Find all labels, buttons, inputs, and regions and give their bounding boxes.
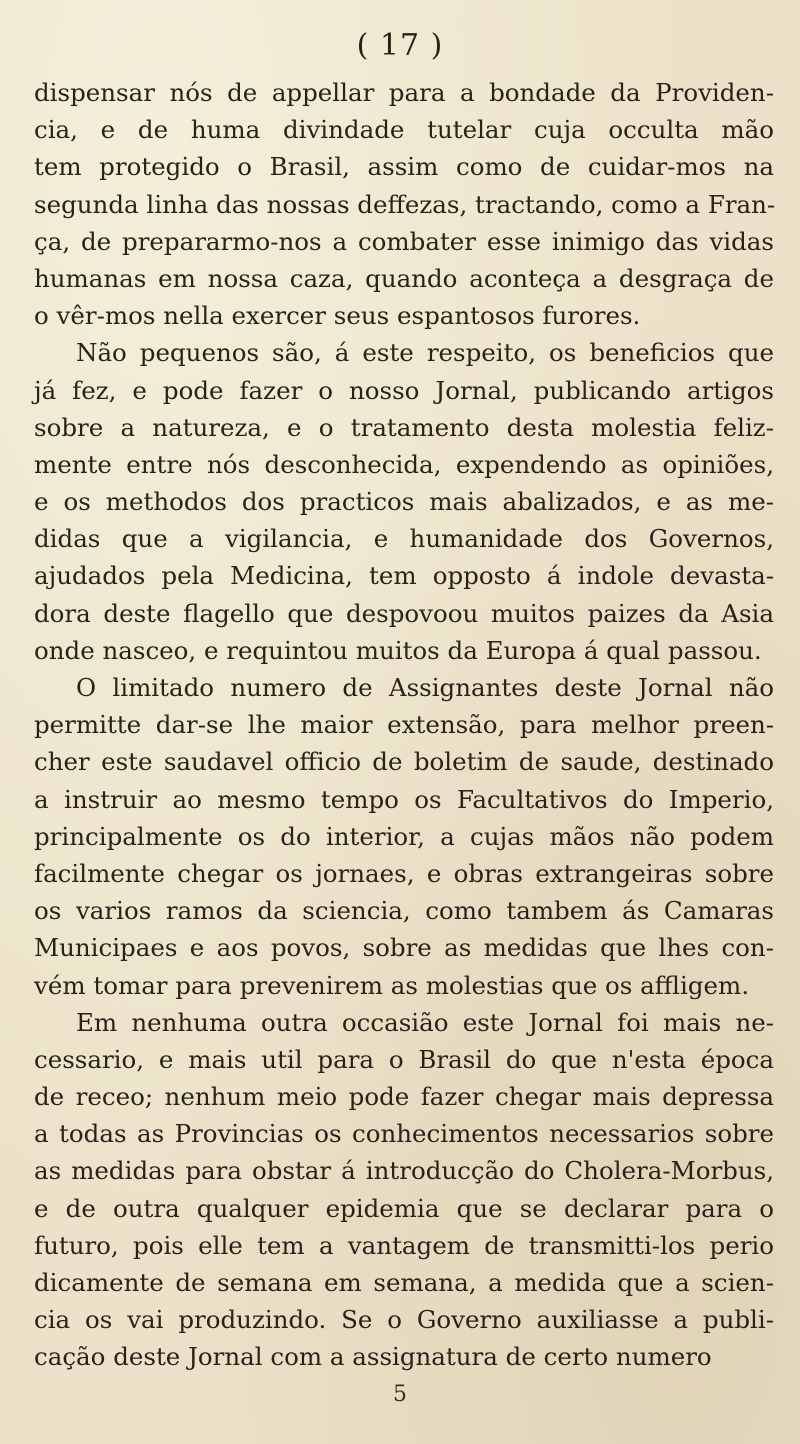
text-line: dora deste flagello que despovoou muitos paizes da Asia xyxy=(34,598,774,628)
text-line: dicamente de semana em semana, a medida que a scien- xyxy=(34,1268,774,1297)
text-line: ça, de prepararmo-nos a combater esse inimigo das vidas xyxy=(34,226,774,256)
text-line: ajudados pela Medicina, tem opposto á indole devasta- xyxy=(34,561,774,591)
text-line: Em nenhuma outra occasião este Jornal foi mais ne- xyxy=(76,1007,774,1037)
text-line: cia, e de huma divindade tutelar cuja occulta mão xyxy=(34,115,774,145)
text-line: humanas em nossa caza, quando aconteça a desgraça de xyxy=(34,263,774,293)
text-line: Municipaes e aos povos, sobre as medidas que lhes con- xyxy=(34,933,774,963)
text-line: principalmente os do interior, a cujas mãos não podem xyxy=(34,821,774,851)
text-line: futuro, pois elle tem a vantagem de transmitti-los perio xyxy=(34,1230,774,1260)
text-line: mente entre nós desconhecida, expendendo as opiniões, xyxy=(34,449,774,479)
text-line: didas que a vigilancia, e humanidade dos Governos, xyxy=(34,524,774,554)
text-line: permitte dar-se lhe maior extensão, para melhor preen- xyxy=(34,710,774,740)
text-line: cia os vai produzindo. Se o Governo auxiliasse a publi- xyxy=(34,1305,774,1335)
text-line: onde nasceo, e requintou muitos da Europa á qual passou. xyxy=(34,635,762,665)
text-line: e os methodos dos practicos mais abalizados, e as me- xyxy=(34,487,774,517)
text-line: vém tomar para prevenirem as molestias que os affligem. xyxy=(34,970,750,1000)
text-line: a todas as Provincias os conhecimentos necessarios sobre xyxy=(34,1119,774,1149)
text-line: segunda linha das nossas deffezas, tractando, como a Fran- xyxy=(34,189,776,219)
text-line: e de outra qualquer epidemia que se declarar para o xyxy=(34,1193,774,1223)
text-line: o vêr-mos nella exercer seus espantosos furores. xyxy=(34,301,641,331)
text-line: facilmente chegar os jornaes, e obras extrangeiras sobre xyxy=(34,858,774,888)
text-line: a instruir ao mesmo tempo os Facultativos do Imperio, xyxy=(34,784,774,814)
text-line: Não pequenos são, á este respeito, os beneficios que xyxy=(76,338,774,368)
text-line: as medidas para obstar á introducção do Cholera-Morbus, xyxy=(34,1156,774,1186)
text-line: O limitado numero de Assignantes deste Jornal não xyxy=(76,673,774,702)
body-text xyxy=(34,74,774,1376)
text-line: tem protegido o Brasil, assim como de cuidar-mos na xyxy=(34,152,774,182)
text-line: dispensar nós de appellar para a bondade da Providen- xyxy=(34,78,774,107)
text-line: sobre a natureza, e o tratamento desta molestia feliz- xyxy=(34,412,774,442)
text-line: cessario, e mais util para o Brasil do que n'esta época xyxy=(34,1044,774,1074)
text-line: de receo; nenhum meio pode fazer chegar mais depressa xyxy=(34,1082,774,1112)
text-line: cação deste Jornal com a assignatura de certo numero xyxy=(34,1342,712,1372)
text-line: já fez, e pode fazer o nosso Jornal, publicando artigos xyxy=(34,375,774,405)
page-number: ( 17 ) xyxy=(356,28,444,63)
signature-mark: 5 xyxy=(393,1382,407,1407)
text-line: cher este saudavel officio de boletim de saude, destinado xyxy=(34,747,774,777)
text-line: os varios ramos da sciencia, como tambem ás Camaras xyxy=(34,896,774,926)
